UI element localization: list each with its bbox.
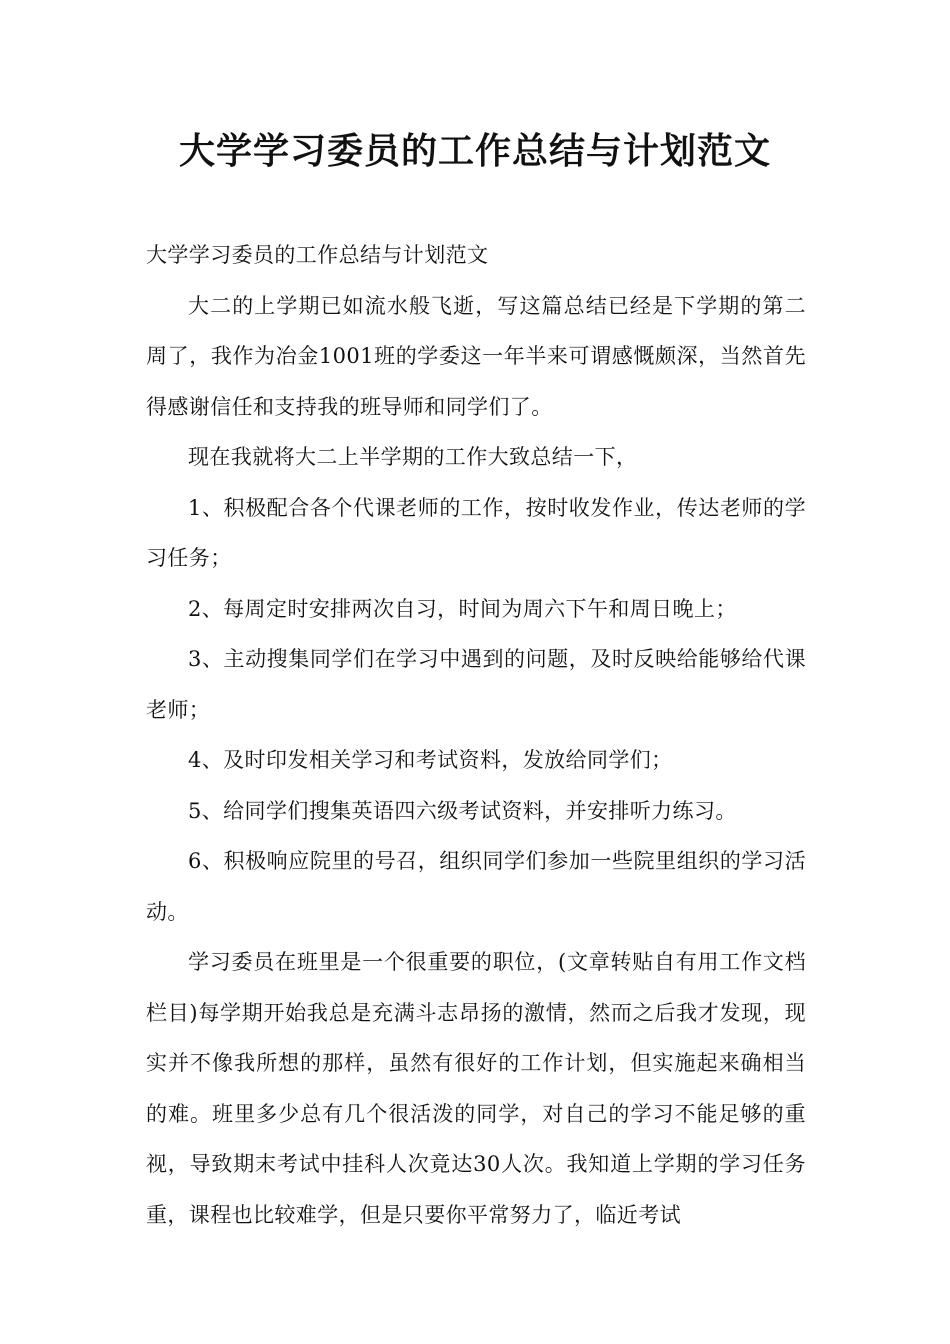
paragraph-intro: 大二的上学期已如流水般飞逝，写这篇总结已经是下学期的第二周了，我作为冶金1001班的学委这一年半来可谓感慨颇深，当然首先得感谢信任和支持我的班导师和同学们了。 (146, 293, 806, 419)
paragraph-reflection: 学习委员在班里是一个很重要的职位，(文章转贴自有用工作文档栏目)每学期开始我总是充满斗志昂扬的激情，然而之后我才发现，现实并不像我所想的那样，虽然有很好的工作计划，但实施起来确相当的难。班里多少总有几个很活泼的同学，对自己的学习不能足够的重视，导致期末考试中挂科人次竟达30人次。我知道上学期的学习任务重，课程也比较难学，但是只要你平常努力了，临近考试 (146, 950, 806, 1227)
paragraph-item-4: 4、及时印发相关学习和考试资料，发放给同学们； (188, 748, 673, 772)
paragraph-item-1: 1、积极配合各个代课老师的工作，按时收发作业，传达老师的学习任务； (146, 495, 806, 570)
document-body (146, 230, 806, 1240)
paragraph-item-3: 3、主动搜集同学们在学习中遇到的问题，及时反映给能够给代课老师； (146, 647, 806, 722)
paragraph-summary-lead: 现在我就将大二上半学期的工作大致总结一下， (188, 445, 638, 469)
paragraph-item-2: 2、每周定时安排两次自习，时间为周六下午和周日晚上； (188, 596, 737, 621)
paragraph-item-6: 6、积极响应院里的号召，组织同学们参加一些院里组织的学习活动。 (146, 849, 806, 924)
document-subtitle: 大学学习委员的工作总结与计划范文 (146, 243, 489, 267)
document-title: 大学学习委员的工作总结与计划范文 (178, 131, 771, 172)
paragraph-item-5: 5、给同学们搜集英语四六级考试资料，并安排听力练习。 (188, 798, 737, 823)
